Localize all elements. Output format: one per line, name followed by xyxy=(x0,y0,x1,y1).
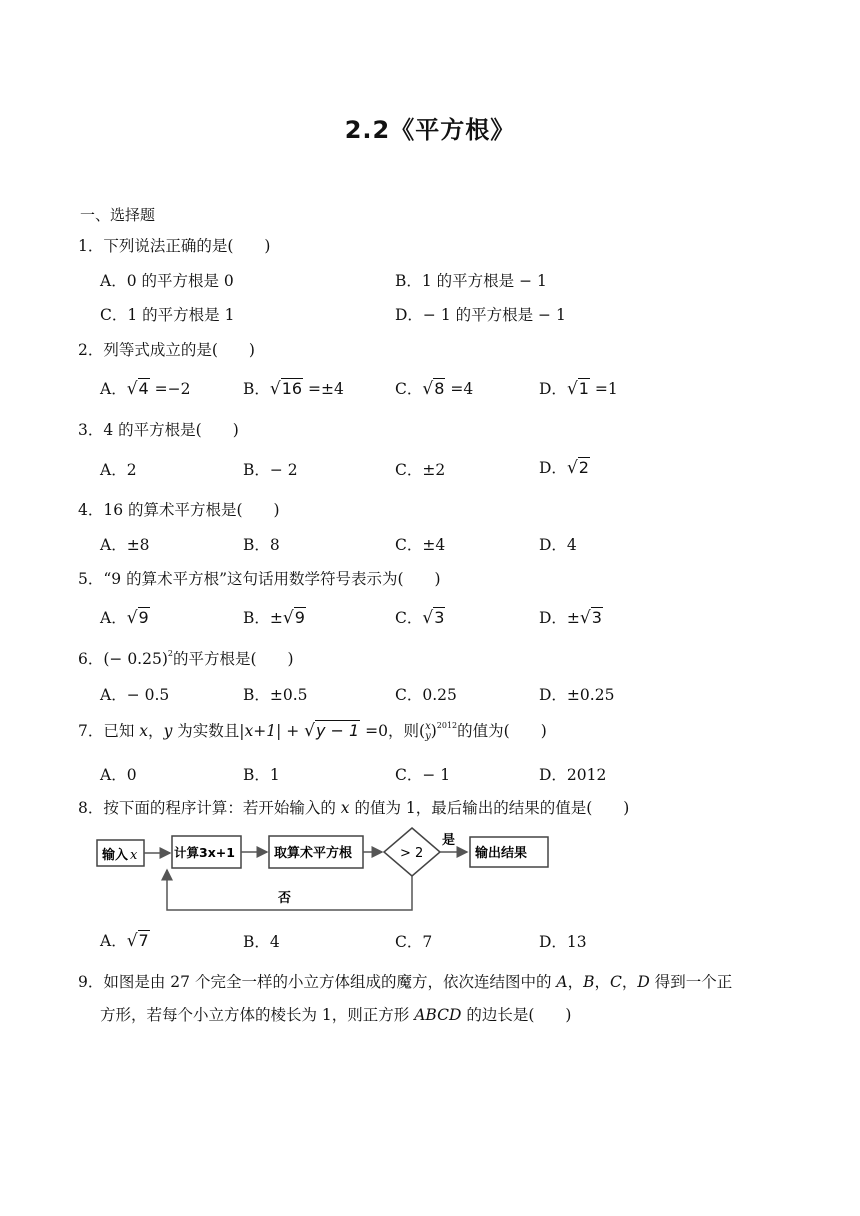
sqrt-symbol: √2 xyxy=(566,458,589,478)
sqrt-label: 取算术平方根 xyxy=(274,846,353,861)
q8-option-b: B．4 xyxy=(243,933,280,951)
q4-option-b: B．8 xyxy=(243,536,280,554)
q5-option-d: D．±√3 xyxy=(539,608,602,628)
q6-option-c: C．0.25 xyxy=(395,686,457,704)
q1-option-c: C．1 的平方根是 1 xyxy=(100,306,235,324)
sqrt-symbol: √1 xyxy=(566,379,589,399)
input-variable: x xyxy=(130,848,138,863)
q2-option-a: A．√4 =−2 xyxy=(100,379,191,399)
sqrt-symbol: √3 xyxy=(579,608,602,628)
question-9-line-1: 9．如图是由 27 个完全一样的小立方体组成的魔方，依次连结图中的 A，B，C，D 得到一个正 xyxy=(78,973,733,991)
q2-option-b: B．√16 =±4 xyxy=(243,379,344,399)
fraction: x y xyxy=(425,721,431,742)
q5-option-a: A．√9 xyxy=(100,608,149,628)
q5-option-c: C．√3 xyxy=(395,608,445,628)
q6-option-a: A．− 0.5 xyxy=(100,686,170,704)
output-label: 输出结果 xyxy=(475,846,528,861)
calc-label: 计算3x+1 xyxy=(174,845,235,860)
q6-option-d: D．±0.25 xyxy=(539,686,615,704)
q5-option-b: B．±√9 xyxy=(243,608,305,628)
q7-option-c: C．− 1 xyxy=(395,766,451,784)
yes-label: 是 xyxy=(442,833,456,848)
q8-option-c: C．7 xyxy=(395,933,433,951)
question-6: 6．(− 0.25)$^2$的平方根是( ) xyxy=(78,649,294,668)
q7-option-b: B．1 xyxy=(243,766,280,784)
q3-option-a: A．2 xyxy=(100,461,137,479)
question-5: 5．“9 的算术平方根”这句话用数学符号表示为( ) xyxy=(78,570,441,588)
q7-option-a: A．0 xyxy=(100,766,137,784)
question-9-line-2: 方形，若每个小立方体的棱长为 1，则正方形 ABCD 的边长是( ) xyxy=(100,1006,572,1024)
q7-option-d: D．2012 xyxy=(539,766,607,784)
q8-option-d: D．13 xyxy=(539,933,587,951)
sqrt-symbol: √9 xyxy=(282,608,305,628)
input-label: 输入 xyxy=(102,848,129,863)
q8-option-a: A．√7 xyxy=(100,931,149,951)
program-flowchart xyxy=(94,826,564,918)
question-7: 7．已知 x，y 为实数且|x+1| + √y − 1 =0，则( x y )$^{2012}$的值为( ) xyxy=(78,721,547,742)
question-3: 3．4 的平方根是( ) xyxy=(78,421,239,439)
q3-option-b: B．− 2 xyxy=(243,461,298,479)
q3-option-d: D．√2 xyxy=(539,458,589,478)
question-1: 1．下列说法正确的是( ) xyxy=(78,237,271,255)
question-8: 8．按下面的程序计算：若开始输入的 x 的值为 1，最后输出的结果的值是( ) xyxy=(78,799,630,817)
q4-option-c: C．±4 xyxy=(395,536,446,554)
q6-option-b: B．±0.5 xyxy=(243,686,308,704)
question-4: 4．16 的算术平方根是( ) xyxy=(78,501,280,519)
sqrt-symbol: √8 xyxy=(422,379,445,399)
q1-option-b: B．1 的平方根是 − 1 xyxy=(395,272,547,290)
no-label: 否 xyxy=(278,891,292,906)
condition-label: > 2 xyxy=(400,846,424,861)
q2-option-d: D．√1 =1 xyxy=(539,379,618,399)
q4-option-a: A．±8 xyxy=(100,536,150,554)
sqrt-symbol: √16 xyxy=(269,379,303,399)
sqrt-symbol: √7 xyxy=(126,931,149,951)
sqrt-symbol: √4 xyxy=(126,379,149,399)
q1-option-a: A．0 的平方根是 0 xyxy=(100,272,234,290)
page-title: 2.2《平方根》 xyxy=(344,116,516,144)
q1-option-d: D．− 1 的平方根是 − 1 xyxy=(395,306,566,324)
sqrt-symbol: √9 xyxy=(126,608,149,628)
section-heading: 一、选择题 xyxy=(80,206,156,224)
sqrt-symbol: √y − 1 xyxy=(304,721,360,741)
q2-option-c: C．√8 =4 xyxy=(395,379,474,399)
sqrt-symbol: √3 xyxy=(422,608,445,628)
q3-option-c: C．±2 xyxy=(395,461,446,479)
question-2: 2．列等式成立的是( ) xyxy=(78,341,255,359)
q4-option-d: D．4 xyxy=(539,536,577,554)
